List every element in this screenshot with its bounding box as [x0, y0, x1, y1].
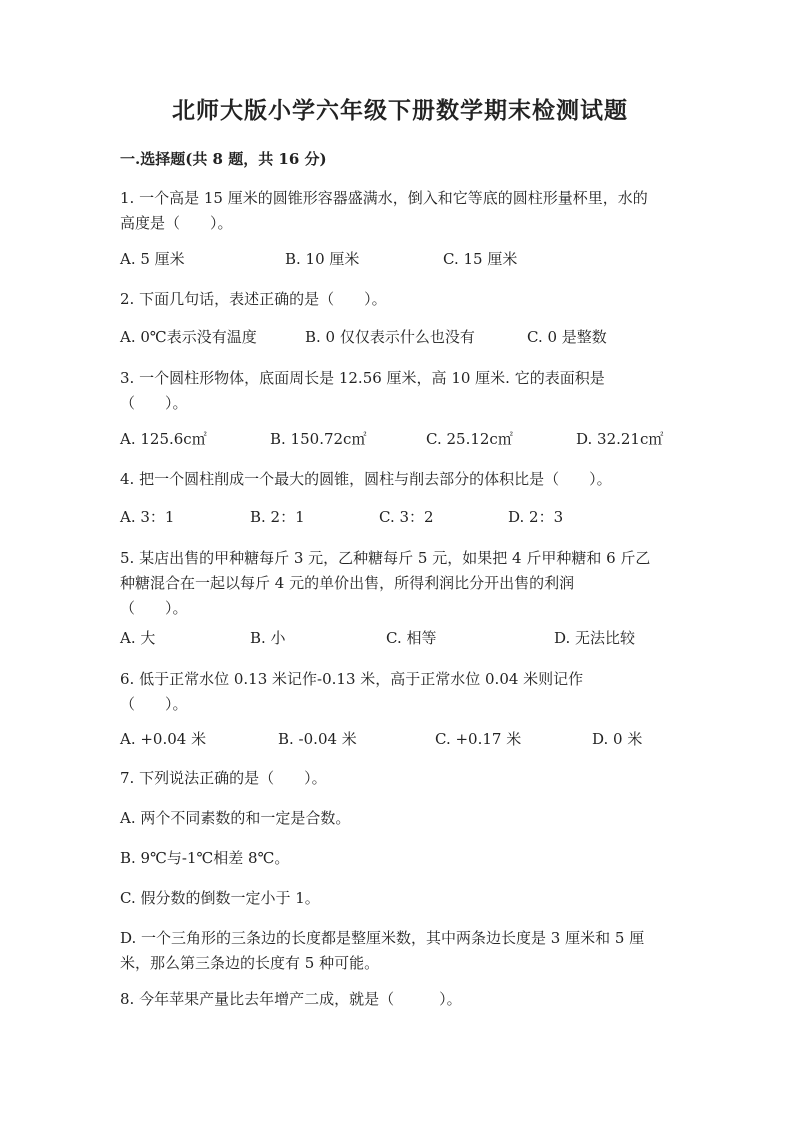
option-a: A. 125.6c㎡	[120, 430, 207, 448]
question-7-option-d-line-2: 米，那么第三条边的长度有 5 种可能。	[120, 954, 380, 972]
option-c: C. +0.17 米	[435, 730, 522, 748]
question-6-line-2: （ ）。	[120, 695, 188, 713]
question-7-option-d	[120, 926, 680, 976]
question-8: 8. 今年苹果产量比去年增产二成，就是（ ）。	[120, 990, 462, 1008]
section-heading: 一.选择题(共 8 题，共 16 分)	[120, 150, 327, 168]
question-3-line-2: （ ）。	[120, 394, 188, 412]
question-3-options	[120, 428, 700, 452]
question-1-options	[120, 248, 700, 272]
option-b: B. 0 仅仅表示什么也没有	[305, 328, 475, 346]
option-b: B. 2：1	[250, 508, 305, 526]
option-d: D. 32.21c㎡	[576, 430, 664, 448]
question-7-option-a: A. 两个不同素数的和一定是合数。	[120, 809, 351, 827]
question-6	[120, 667, 690, 717]
question-7-option-c: C. 假分数的倒数一定小于 1。	[120, 889, 320, 907]
question-4: 4. 把一个圆柱削成一个最大的圆锥，圆柱与削去部分的体积比是（ ）。	[120, 470, 612, 488]
question-2: 2. 下面几句话，表述正确的是（ ）。	[120, 290, 387, 308]
question-5	[120, 546, 690, 621]
option-d: D. 无法比较	[554, 629, 636, 647]
question-6-options	[120, 728, 700, 752]
option-b: B. 小	[250, 629, 286, 647]
question-3-line-1: 3. 一个圆柱形物体，底面周长是 12.56 厘米，高 10 厘米. 它的表面积是	[120, 369, 605, 387]
option-a: A. 大	[120, 629, 156, 647]
option-a: A. +0.04 米	[120, 730, 207, 748]
option-a: A. 0℃表示没有温度	[120, 328, 257, 346]
question-5-line-1: 5. 某店出售的甲种糖每斤 3 元，乙种糖每斤 5 元，如果把 4 斤甲种糖和 6 斤乙	[120, 549, 651, 567]
option-b: B. 150.72c㎡	[270, 430, 367, 448]
option-c: C. 3：2	[379, 508, 434, 526]
question-3	[120, 366, 690, 416]
question-2-options	[120, 326, 700, 350]
question-5-line-3: （ ）。	[120, 599, 188, 617]
option-d: D. 2：3	[508, 508, 564, 526]
question-5-options	[120, 627, 700, 651]
exam-title: 北师大版小学六年级下册数学期末检测试题	[172, 97, 628, 124]
question-4-options	[120, 506, 700, 530]
question-1-line-2: 高度是（ ）。	[120, 214, 233, 232]
option-b: B. -0.04 米	[278, 730, 357, 748]
option-c: C. 相等	[386, 629, 437, 647]
question-7: 7. 下列说法正确的是（ ）。	[120, 769, 327, 787]
option-a: A. 3：1	[120, 508, 175, 526]
question-7-option-b: B. 9℃与-1℃相差 8℃。	[120, 849, 290, 867]
option-c: C. 25.12c㎡	[426, 430, 513, 448]
option-a: A. 5 厘米	[120, 250, 185, 268]
option-c: C. 0 是整数	[527, 328, 607, 346]
question-6-line-1: 6. 低于正常水位 0.13 米记作-0.13 米，高于正常水位 0.04 米则记作	[120, 670, 584, 688]
question-1-line-1: 1. 一个高是 15 厘米的圆锥形容器盛满水，倒入和它等底的圆柱形量杯里，水的	[120, 189, 648, 207]
option-c: C. 15 厘米	[443, 250, 518, 268]
option-d: D. 0 米	[592, 730, 643, 748]
option-b: B. 10 厘米	[285, 250, 360, 268]
question-7-option-d-line-1: D. 一个三角形的三条边的长度都是整厘米数，其中两条边长度是 3 厘米和 5 厘	[120, 929, 645, 947]
question-1	[120, 186, 690, 236]
question-5-line-2: 种糖混合在一起以每斤 4 元的单价出售，所得利润比分开出售的利润	[120, 574, 575, 592]
